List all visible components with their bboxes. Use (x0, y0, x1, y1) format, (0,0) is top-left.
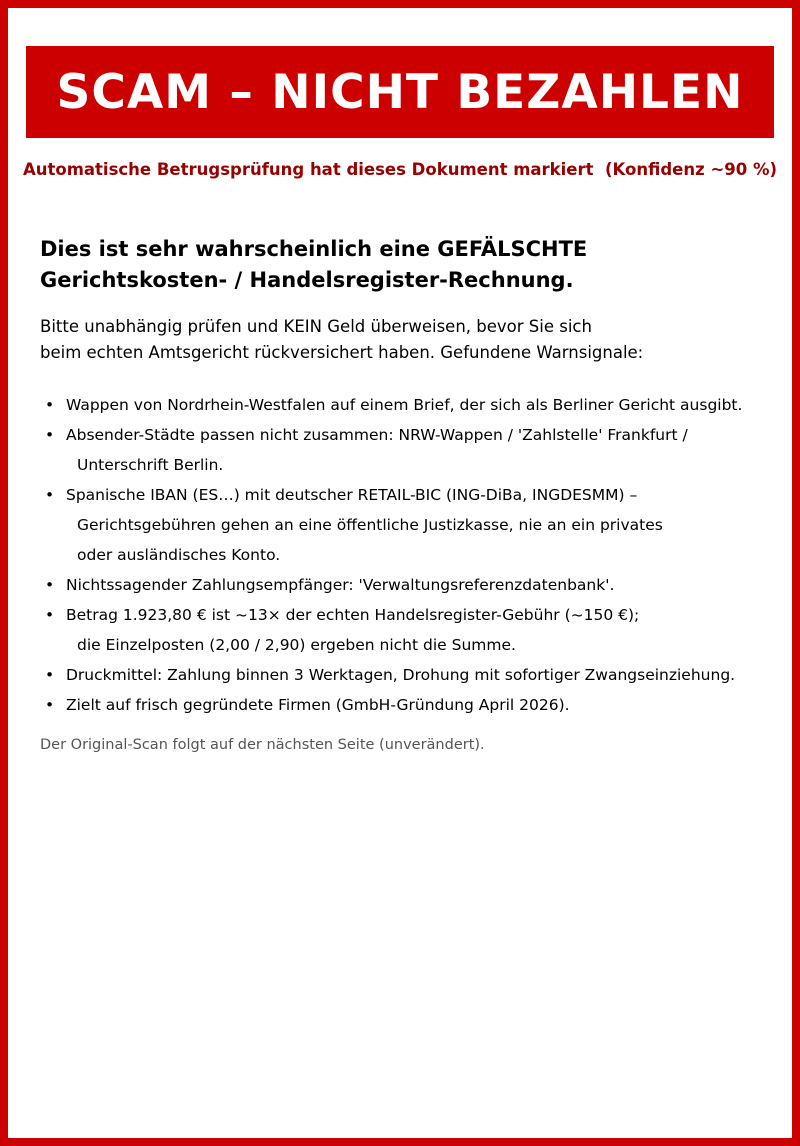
bullet-icon: • (45, 606, 55, 624)
warning-text: Druckmittel: Zahlung binnen 3 Werktagen, Drohung mit sofortiger Zwangseinziehung. (66, 666, 736, 684)
warning-item (40, 690, 770, 720)
bullet-icon: • (45, 396, 55, 414)
intro-line: beim echten Amtsgericht rückversichert haben. Gefundene Warnsignale: (40, 343, 644, 362)
warning-text: Absender-Städte passen nicht zusammen: NRW-Wappen / 'Zahlstelle' Frankfurt / (66, 426, 688, 444)
warning-text-continuation: Unterschrift Berlin. (77, 456, 224, 474)
warning-text: Betrag 1.923,80 € ist ~13× der echten Handelsregister-Gebühr (~150 €); (66, 606, 640, 624)
warning-text-continuation: die Einzelposten (2,00 / 2,90) ergeben nicht die Summe. (77, 636, 516, 654)
warning-text: Wappen von Nordrhein-Westfalen auf einem Brief, der sich als Berliner Gericht ausgibt. (66, 396, 743, 414)
warning-signal-list (40, 390, 770, 720)
warning-text: Spanische IBAN (ES…) mit deutscher RETAIL-BIC (ING-DiBa, INGDESMM) – (66, 486, 638, 504)
warning-banner (26, 46, 774, 138)
intro-line: Bitte unabhängig prüfen und KEIN Geld überweisen, bevor Sie sich (40, 317, 592, 336)
heading-line: Gerichtskosten- / Handelsregister-Rechnung. (40, 268, 574, 292)
warning-item (40, 570, 770, 600)
warning-item (40, 390, 770, 420)
warning-item (40, 420, 770, 480)
warning-text-continuation: oder ausländisches Konto. (77, 546, 281, 564)
bullet-icon: • (45, 486, 55, 504)
warning-text: Nichtssagender Zahlungsempfänger: 'Verwaltungsreferenzdatenbank'. (66, 576, 615, 594)
warning-content (40, 234, 770, 755)
bullet-icon: • (45, 576, 55, 594)
heading-line: Dies ist sehr wahrscheinlich eine GEFÄLSCHTE (40, 237, 588, 261)
warning-heading (40, 234, 770, 296)
warning-text: Zielt auf frisch gegründete Firmen (GmbH-Gründung April 2026). (66, 696, 570, 714)
intro-text (40, 314, 770, 366)
bullet-icon: • (45, 696, 55, 714)
banner-title: SCAM – NICHT BEZAHLEN (56, 64, 744, 120)
bullet-icon: • (45, 666, 55, 684)
footnote: Der Original-Scan folgt auf der nächsten Seite (unverändert). (40, 737, 485, 753)
warning-text-continuation: Gerichtsgebühren gehen an eine öffentliche Justizkasse, nie an ein privates (77, 516, 663, 534)
warning-item (40, 480, 770, 570)
warning-item (40, 660, 770, 690)
warning-item (40, 600, 770, 660)
detection-subtitle: Automatische Betrugsprüfung hat dieses Dokument markiert (Konfidenz ~90 %) (22, 160, 778, 179)
bullet-icon: • (45, 426, 55, 444)
